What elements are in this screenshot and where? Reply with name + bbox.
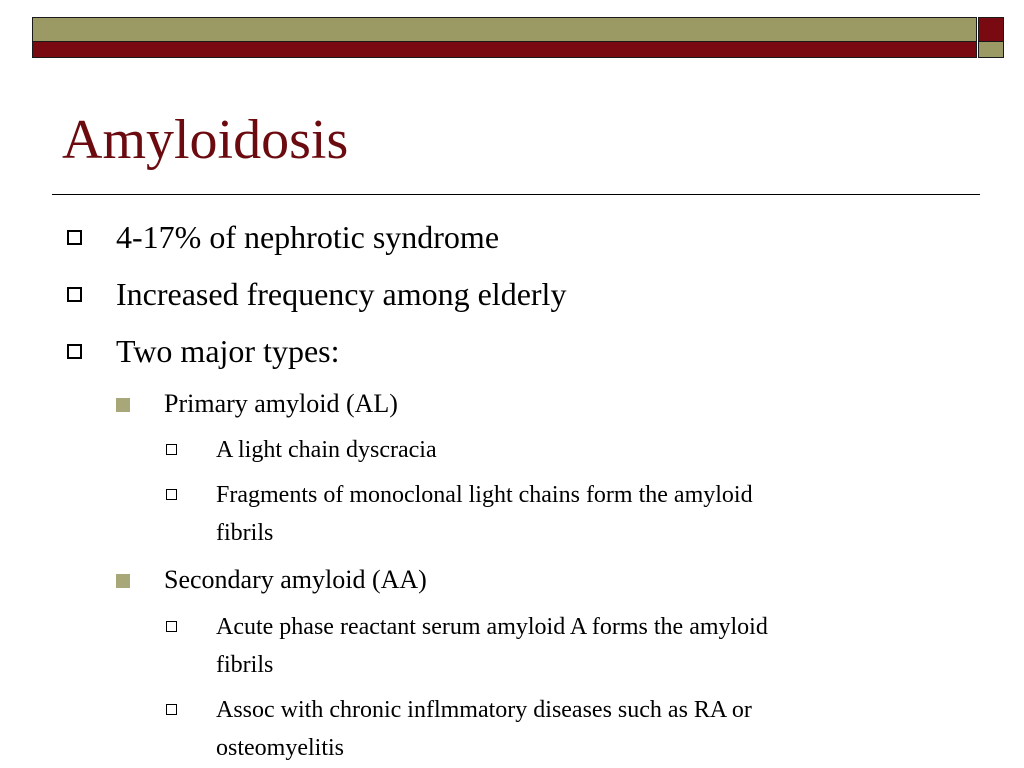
hollow-square-bullet-icon <box>166 489 177 500</box>
detail-item <box>216 476 753 552</box>
type-item-primary <box>164 388 398 419</box>
detail-text-line1: Assoc with chronic inflmmatory diseases such as RA or <box>216 697 752 723</box>
hollow-square-bullet-icon <box>67 344 82 359</box>
filled-square-bullet-icon <box>116 398 130 412</box>
detail-text: A light chain dyscracia <box>216 437 437 463</box>
bullet-text: Increased frequency among elderly <box>116 276 567 312</box>
hollow-square-bullet-icon <box>166 444 177 455</box>
detail-text-line2: osteomyelitis <box>216 735 344 761</box>
type-text: Secondary amyloid (AA) <box>164 565 427 594</box>
hollow-square-bullet-icon <box>67 287 82 302</box>
detail-text-line1: Fragments of monoclonal light chains form the amyloid <box>216 482 753 508</box>
type-text: Primary amyloid (AL) <box>164 389 398 418</box>
detail-item <box>216 691 752 767</box>
detail-item <box>216 431 437 469</box>
detail-text-line2: fibrils <box>216 520 274 546</box>
bullet-item <box>116 276 566 313</box>
hollow-square-bullet-icon <box>67 230 82 245</box>
bullet-item <box>116 219 499 256</box>
bullet-text: 4-17% of nephrotic syndrome <box>116 219 500 255</box>
type-item-secondary <box>164 564 427 595</box>
detail-text-line1: Acute phase reactant serum amyloid A forms the amyloid <box>216 614 768 640</box>
bullet-text: Two major types: <box>116 333 340 369</box>
slide-title: Amyloidosis <box>62 109 349 171</box>
filled-square-bullet-icon <box>116 574 130 588</box>
detail-item <box>216 608 768 684</box>
hollow-square-bullet-icon <box>166 704 177 715</box>
detail-text-line2: fibrils <box>216 652 274 678</box>
hollow-square-bullet-icon <box>166 621 177 632</box>
bullet-item <box>116 333 340 370</box>
